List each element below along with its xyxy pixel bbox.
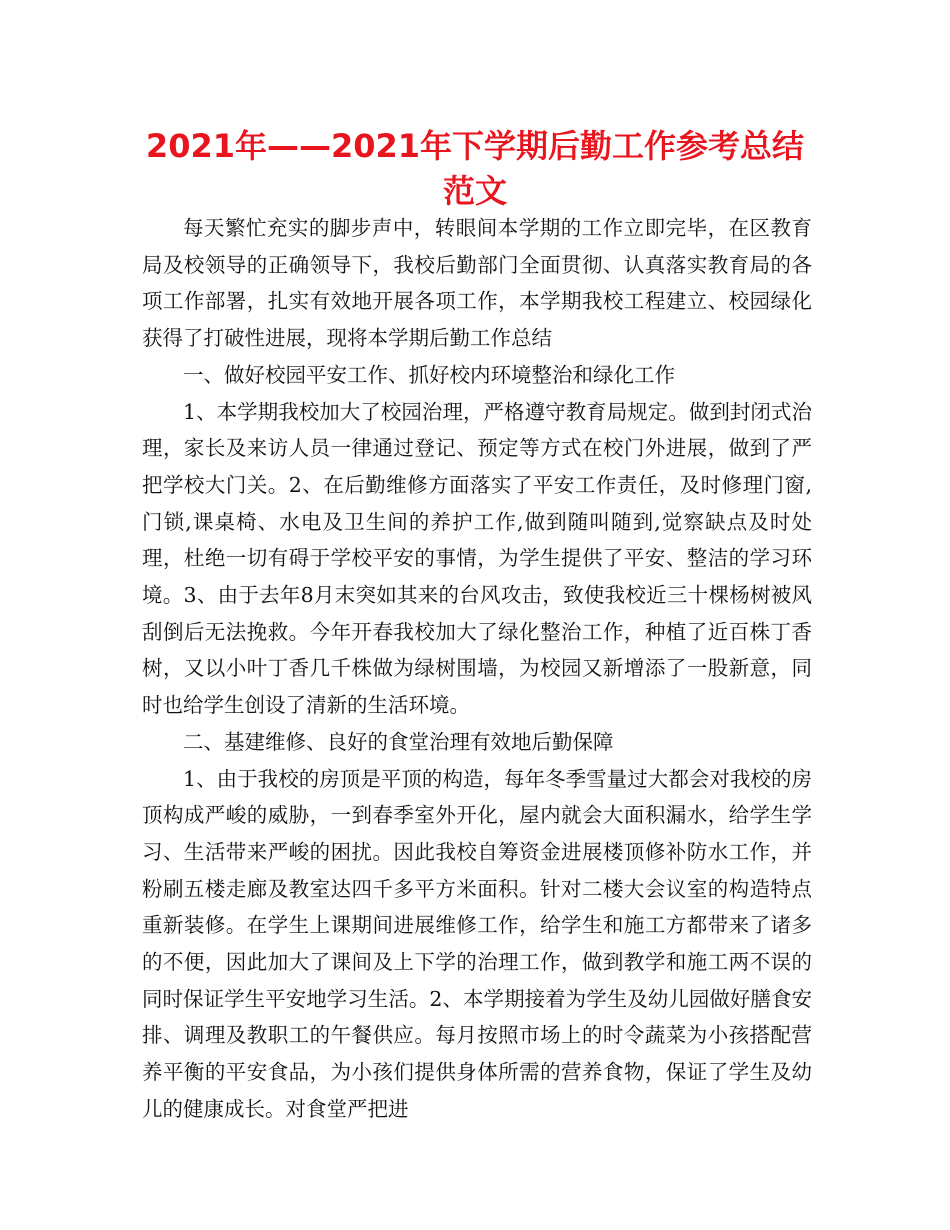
section-heading-1: 一、做好校园平安工作、抓好校内环境整治和绿化工作: [183, 362, 675, 387]
section-1-paragraph: 1、本学期我校加大了校园治理，严格遵守教育局规定。做到封闭式治理，家长及来访人员一律通过登记、预定等方式在校门外进展，做到了严把学校大门关。2、在后勤维修方面落实了平安工作责任，及时修理门窗,门锁,课桌椅、水电及卫生间的养护工作,做到随叫随到,觉察缺点及时处理，杜绝一切有碍于学校平安的事情，为学生提供了平安、整洁的学习环境。3、由于去年8月末突如其来的台风攻击，致使我校近三十棵杨树被风刮倒后无法挽救。今年开春我校加大了绿化整治工作，种植了近百株丁香树，又以小叶丁香几千株做为绿树围墙，为校园又新增添了一股新意，同时也给学生创设了清新的生活环境。: [142, 399, 812, 718]
section-heading-2: 二、基建维修、良好的食堂治理有效地后勤保障: [183, 729, 614, 754]
document-body: [142, 210, 812, 1128]
document-title-line-1: 2021年——2021年下学期后勤工作参考总结: [145, 127, 805, 165]
document-title-line-2: 范文: [442, 172, 507, 210]
intro-paragraph: 每天繁忙充实的脚步声中，转眼间本学期的工作立即完毕，在区教育局及校领导的正确领导下，我校后勤部门全面贯彻、认真落实教育局的各项工作部署，扎实有效地开展各项工作，本学期我校工程建立、校园绿化获得了打破性进展，现将本学期后勤工作总结: [142, 216, 812, 351]
section-2-paragraph: 1、由于我校的房顶是平顶的构造，每年冬季雪量过大都会对我校的房顶构成严峻的威胁，一到春季室外开化，屋内就会大面积漏水，给学生学习、生活带来严峻的困扰。因此我校自筹资金进展楼顶修补防水工作，并粉刷五楼走廊及教室达四千多平方米面积。针对二楼大会议室的构造特点重新装修。在学生上课期间进展维修工作，给学生和施工方都带来了诸多的不便，因此加大了课间及上下学的治理工作，做到教学和施工两不误的同时保证学生平安地学习生活。2、本学期接着为学生及幼儿园做好膳食安排、调理及教职工的午餐供应。每月按照市场上的时令蔬菜为小孩搭配营养平衡的平安食品，为小孩们提供身体所需的营养食物，保证了学生及幼儿的健康成长。对食堂严把进: [142, 766, 812, 1121]
